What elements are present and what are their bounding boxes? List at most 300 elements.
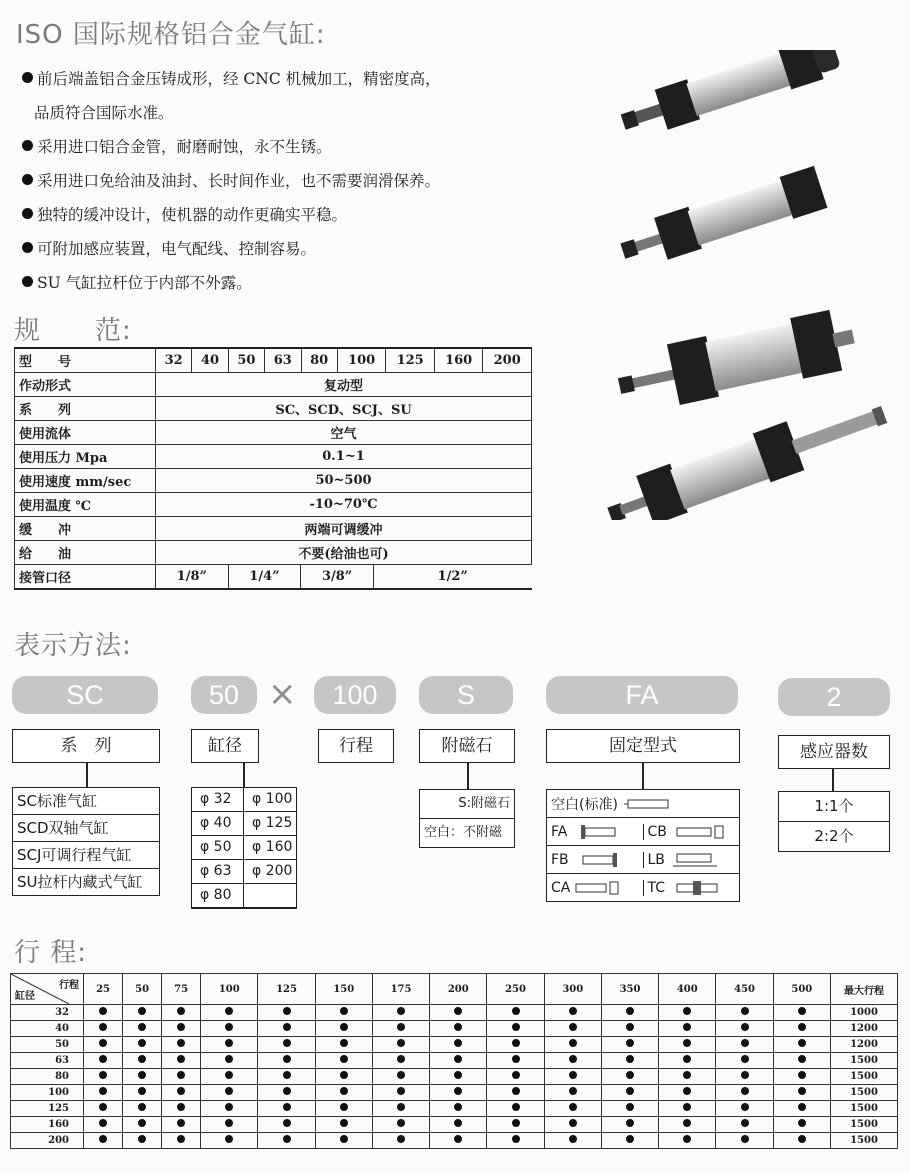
spec-table [14,347,532,590]
available-dot-icon [569,1039,577,1047]
available-dot-icon [626,1119,634,1127]
available-dot-icon [626,1007,634,1015]
stroke-row [11,1085,898,1101]
mount-row [547,818,739,846]
available-dot-icon [741,1103,749,1111]
spec-bore-cell: 100 [337,348,386,373]
available-dot-icon [177,1135,185,1143]
stroke-header-cell: 150 [315,974,372,1005]
available-dot-icon [626,1055,634,1063]
available-dot-icon [138,1071,146,1079]
stroke-available-cell [258,1085,315,1101]
available-dot-icon [626,1103,634,1111]
feature-text-cont: 品质符合国际水准。 [34,104,174,122]
stroke-row [11,1037,898,1053]
available-dot-icon [397,1039,405,1047]
stroke-available-cell [372,1085,429,1101]
available-dot-icon [99,1135,107,1143]
code-sensor: 2 [778,678,890,716]
stroke-header-cell: 400 [659,974,716,1005]
feature-text: 采用进口铝合金管，耐磨耐蚀，永不生锈。 [37,138,332,156]
stroke-available-cell [544,1037,601,1053]
available-dot-icon [138,1039,146,1047]
spec-bore-cell: 63 [265,348,301,373]
available-dot-icon [340,1103,348,1111]
stroke-available-cell [487,1005,544,1021]
stroke-available-cell [162,1021,201,1037]
stroke-available-cell [84,1005,123,1021]
available-dot-icon [283,1087,291,1095]
available-dot-icon [340,1087,348,1095]
available-dot-icon [454,1135,462,1143]
available-dot-icon [569,1119,577,1127]
cylinder-photo-2 [616,166,827,272]
cylinder-photo-4 [601,389,893,520]
series-option: SC标准气缸 [13,788,159,815]
stroke-available-cell [372,1101,429,1117]
available-dot-icon [626,1071,634,1079]
stroke-available-cell [201,1069,258,1085]
mount-fb-label: FB [551,851,569,868]
available-dot-icon [741,1007,749,1015]
stroke-available-cell [315,1101,372,1117]
stroke-row [11,1069,898,1085]
stroke-header-cell: 100 [201,974,258,1005]
stroke-available-cell [201,1133,258,1149]
spec-row [15,421,532,445]
stroke-available-cell [773,1069,830,1085]
available-dot-icon [683,1007,691,1015]
sensor-option: 1:1个 [779,792,889,822]
available-dot-icon [798,1023,806,1031]
spec-bore-cell: 160 [434,348,483,373]
stroke-header-cell: 75 [162,974,201,1005]
corner-bore-label: 缸径 [15,991,35,1002]
stroke-available-cell [258,1117,315,1133]
stroke-available-cell [716,1117,773,1133]
mount-fb [547,852,643,868]
connector [467,763,469,789]
stroke-available-cell [716,1005,773,1021]
bullet-dot-icon [22,242,33,253]
available-dot-icon [340,1023,348,1031]
stroke-row [11,1053,898,1069]
feature-text: SU 气缸拉杆位于内部不外露。 [37,274,252,292]
stroke-available-cell [430,1005,487,1021]
stroke-available-cell [201,1021,258,1037]
available-dot-icon [512,1119,520,1127]
code-stroke: 100 [314,676,396,714]
stroke-row-bore: 50 [11,1037,84,1053]
stroke-available-cell [315,1085,372,1101]
available-dot-icon [626,1039,634,1047]
available-dot-icon [512,1071,520,1079]
stroke-available-cell [123,1069,162,1085]
available-dot-icon [225,1055,233,1063]
available-dot-icon [569,1071,577,1079]
available-dot-icon [99,1071,107,1079]
available-dot-icon [569,1007,577,1015]
mount-row [547,790,739,818]
available-dot-icon [741,1039,749,1047]
available-dot-icon [283,1055,291,1063]
stroke-available-cell [716,1133,773,1149]
available-dot-icon [798,1119,806,1127]
spec-header-row [15,348,532,373]
available-dot-icon [626,1135,634,1143]
bore-option: φ 100 [244,788,296,812]
cylinder-photo-1 [617,50,843,142]
stroke-row-max: 1500 [831,1085,898,1101]
spec-model-label: 型 号 [15,348,156,373]
available-dot-icon [512,1087,520,1095]
available-dot-icon [99,1007,107,1015]
stroke-available-cell [601,1101,658,1117]
bore-option: φ 125 [244,812,296,836]
available-dot-icon [138,1135,146,1143]
spec-port-row [15,565,532,590]
stroke-header-cell: 450 [716,974,773,1005]
stroke-available-cell [601,1117,658,1133]
spec-row-label: 使用速度 mm/sec [15,469,156,493]
mount-ca-icon [572,880,622,896]
stroke-available-cell [773,1053,830,1069]
stroke-row-max: 1500 [831,1133,898,1149]
available-dot-icon [397,1103,405,1111]
available-dot-icon [340,1119,348,1127]
cylinder-photo-3 [613,306,860,416]
feature-text: 独特的缓冲设计，使机器的动作更确实平稳。 [37,206,348,224]
stroke-available-cell [773,1085,830,1101]
available-dot-icon [340,1007,348,1015]
stroke-available-cell [487,1021,544,1037]
feature-item [22,232,582,266]
available-dot-icon [225,1039,233,1047]
stroke-available-cell [716,1085,773,1101]
max-stroke-header: 最大行程 [831,974,898,1005]
stroke-available-cell [84,1117,123,1133]
bullet-dot-icon [22,140,33,151]
stroke-row-max: 1200 [831,1021,898,1037]
available-dot-icon [138,1055,146,1063]
available-dot-icon [99,1055,107,1063]
available-dot-icon [99,1023,107,1031]
sensor-option: 2:2个 [814,827,854,845]
available-dot-icon [225,1119,233,1127]
spec-row-value: -10~70℃ [156,493,532,517]
available-dot-icon [225,1135,233,1143]
spec-row-label: 使用温度 ℃ [15,493,156,517]
stroke-available-cell [430,1085,487,1101]
available-dot-icon [512,1135,520,1143]
stroke-available-cell [430,1133,487,1149]
stroke-row [11,1005,898,1021]
stroke-available-cell [659,1037,716,1053]
stroke-available-cell [372,1133,429,1149]
available-dot-icon [397,1135,405,1143]
available-dot-icon [741,1087,749,1095]
times-symbol: × [268,674,297,714]
stroke-available-cell [601,1037,658,1053]
bore-option: φ 80 [192,884,244,908]
stroke-available-cell [123,1053,162,1069]
available-dot-icon [626,1023,634,1031]
spec-bore-cell: 125 [386,348,435,373]
stroke-available-cell [487,1053,544,1069]
stroke-available-cell [201,1053,258,1069]
bore-option: φ 32 [192,788,244,812]
available-dot-icon [177,1039,185,1047]
sensor-options [778,791,890,852]
stroke-available-cell [201,1005,258,1021]
mount-blank-icon [624,797,674,811]
available-dot-icon [741,1055,749,1063]
mount-lb-label: LB [647,851,665,868]
code-bore: 50 [191,676,257,714]
stroke-available-cell [372,1005,429,1021]
spec-port-size: 1/8” [156,565,229,588]
stroke-available-cell [487,1037,544,1053]
available-dot-icon [283,1007,291,1015]
stroke-corner [11,974,84,1005]
available-dot-icon [177,1055,185,1063]
stroke-available-cell [123,1085,162,1101]
available-dot-icon [138,1119,146,1127]
feature-text: 可附加感应装置，电气配线、控制容易。 [37,240,317,258]
spec-row [15,517,532,541]
stroke-available-cell [659,1085,716,1101]
available-dot-icon [397,1071,405,1079]
stroke-available-cell [315,1133,372,1149]
bore-option: φ 200 [244,860,296,884]
stroke-header-cell: 300 [544,974,601,1005]
stroke-row-max: 1500 [831,1101,898,1117]
spec-row [15,397,532,421]
code-magnet: S [419,676,513,714]
stroke-header-cell: 200 [430,974,487,1005]
stroke-available-cell [84,1037,123,1053]
stroke-row-max: 1200 [831,1037,898,1053]
stroke-row-max: 1500 [831,1117,898,1133]
available-dot-icon [99,1039,107,1047]
page-title: ISO 国际规格铝合金气缸: [16,20,326,50]
stroke-available-cell [315,1037,372,1053]
mount-cb [643,824,740,840]
stroke-available-cell [372,1053,429,1069]
available-dot-icon [138,1103,146,1111]
connector [86,763,88,787]
available-dot-icon [225,1087,233,1095]
stroke-row-bore: 80 [11,1069,84,1085]
stroke-available-cell [773,1005,830,1021]
available-dot-icon [283,1119,291,1127]
bore-options [191,787,297,909]
available-dot-icon [569,1023,577,1031]
spec-port-values [156,565,532,590]
feature-item [22,62,582,96]
stroke-available-cell [716,1037,773,1053]
available-dot-icon [683,1023,691,1031]
available-dot-icon [225,1103,233,1111]
spec-bore-cell: 200 [483,348,532,373]
mount-cb-label: CB [647,823,667,840]
stroke-available-cell [716,1021,773,1037]
stroke-available-cell [487,1085,544,1101]
available-dot-icon [741,1071,749,1079]
spec-row-value: 空气 [156,421,532,445]
feature-text: 前后端盖铝合金压铸成形，经 CNC 机械加工，精密度高， [37,70,441,88]
bullet-dot-icon [22,72,33,83]
stroke-available-cell [84,1085,123,1101]
available-dot-icon [397,1007,405,1015]
connector [642,763,644,789]
stroke-available-cell [84,1133,123,1149]
magnet-option: S:附磁石 [420,790,514,819]
stroke-row [11,1133,898,1149]
corner-stroke-label: 行程 [59,980,79,991]
stroke-available-cell [430,1101,487,1117]
stroke-available-cell [315,1005,372,1021]
available-dot-icon [283,1135,291,1143]
spec-row [15,541,532,565]
stroke-available-cell [544,1117,601,1133]
label-sensor: 感应器数 [778,735,890,769]
available-dot-icon [340,1135,348,1143]
stroke-available-cell [315,1053,372,1069]
spec-row [15,493,532,517]
stroke-available-cell [201,1101,258,1117]
stroke-available-cell [372,1117,429,1133]
stroke-available-cell [716,1101,773,1117]
mount-options [546,789,740,902]
stroke-available-cell [84,1053,123,1069]
mount-lb [643,852,740,868]
series-options [12,787,160,896]
available-dot-icon [454,1007,462,1015]
stroke-available-cell [162,1005,201,1021]
spec-row-label: 使用流体 [15,421,156,445]
available-dot-icon [283,1103,291,1111]
spec-row-value: 不要(给油也可) [156,541,532,565]
available-dot-icon [177,1103,185,1111]
stroke-header-cell: 350 [601,974,658,1005]
stroke-available-cell [544,1053,601,1069]
stroke-available-cell [716,1053,773,1069]
available-dot-icon [454,1071,462,1079]
available-dot-icon [225,1023,233,1031]
label-mount: 固定型式 [546,729,740,763]
stroke-available-cell [544,1069,601,1085]
stroke-header-cell: 25 [84,974,123,1005]
available-dot-icon [177,1119,185,1127]
available-dot-icon [512,1103,520,1111]
available-dot-icon [798,1087,806,1095]
stroke-row-bore: 63 [11,1053,84,1069]
stroke-table [10,973,898,1149]
stroke-available-cell [162,1053,201,1069]
stroke-available-cell [123,1117,162,1133]
available-dot-icon [397,1087,405,1095]
stroke-available-cell [773,1101,830,1117]
spec-port-size: 3/8” [301,565,374,588]
stroke-row-max: 1500 [831,1069,898,1085]
spec-row-value: SC、SCD、SCJ、SU [156,397,532,421]
available-dot-icon [99,1119,107,1127]
available-dot-icon [138,1023,146,1031]
stroke-row [11,1021,898,1037]
stroke-heading: 行 程: [14,938,88,968]
spec-bore-cell: 40 [192,348,228,373]
label-bore: 缸径 [191,729,259,763]
stroke-available-cell [544,1021,601,1037]
stroke-available-cell [258,1133,315,1149]
stroke-available-cell [430,1117,487,1133]
feature-text: 采用进口免给油及油封、长时间作业，也不需要润滑保养。 [37,172,441,190]
available-dot-icon [741,1135,749,1143]
available-dot-icon [283,1023,291,1031]
stroke-available-cell [544,1133,601,1149]
stroke-available-cell [601,1005,658,1021]
stroke-row-bore: 160 [11,1117,84,1133]
spec-row-label: 使用压力 Mpa [15,445,156,469]
series-option: SCD双轴气缸 [13,815,159,842]
available-dot-icon [798,1135,806,1143]
spec-row-label: 系 列 [15,397,156,421]
available-dot-icon [283,1071,291,1079]
available-dot-icon [512,1023,520,1031]
available-dot-icon [569,1055,577,1063]
spec-row [15,373,532,397]
spec-port-label: 接管口径 [15,565,156,590]
available-dot-icon [683,1103,691,1111]
spec-row-value: 两端可调缓冲 [156,517,532,541]
available-dot-icon [177,1087,185,1095]
available-dot-icon [512,1007,520,1015]
spec-row-label: 缓 冲 [15,517,156,541]
mount-ca-label: CA [551,879,571,896]
bore-option [244,884,296,908]
bore-option: φ 50 [192,836,244,860]
stroke-available-cell [487,1133,544,1149]
available-dot-icon [138,1007,146,1015]
magnet-option: 空白：不附磁 [424,825,503,840]
stroke-available-cell [659,1117,716,1133]
stroke-header-cell: 175 [372,974,429,1005]
stroke-available-cell [201,1117,258,1133]
available-dot-icon [569,1135,577,1143]
mount-ca [547,880,643,896]
stroke-row-bore: 32 [11,1005,84,1021]
available-dot-icon [340,1039,348,1047]
spec-row [15,445,532,469]
stroke-available-cell [84,1069,123,1085]
stroke-available-cell [258,1069,315,1085]
spec-row-label: 作动形式 [15,373,156,397]
available-dot-icon [397,1023,405,1031]
available-dot-icon [683,1119,691,1127]
available-dot-icon [798,1039,806,1047]
stroke-available-cell [659,1053,716,1069]
available-dot-icon [138,1087,146,1095]
stroke-available-cell [601,1053,658,1069]
bullet-dot-icon [22,276,33,287]
connector [832,769,834,791]
stroke-row [11,1101,898,1117]
available-dot-icon [683,1055,691,1063]
stroke-available-cell [162,1037,201,1053]
code-series: SC [12,676,158,714]
mount-cb-icon [671,824,725,840]
